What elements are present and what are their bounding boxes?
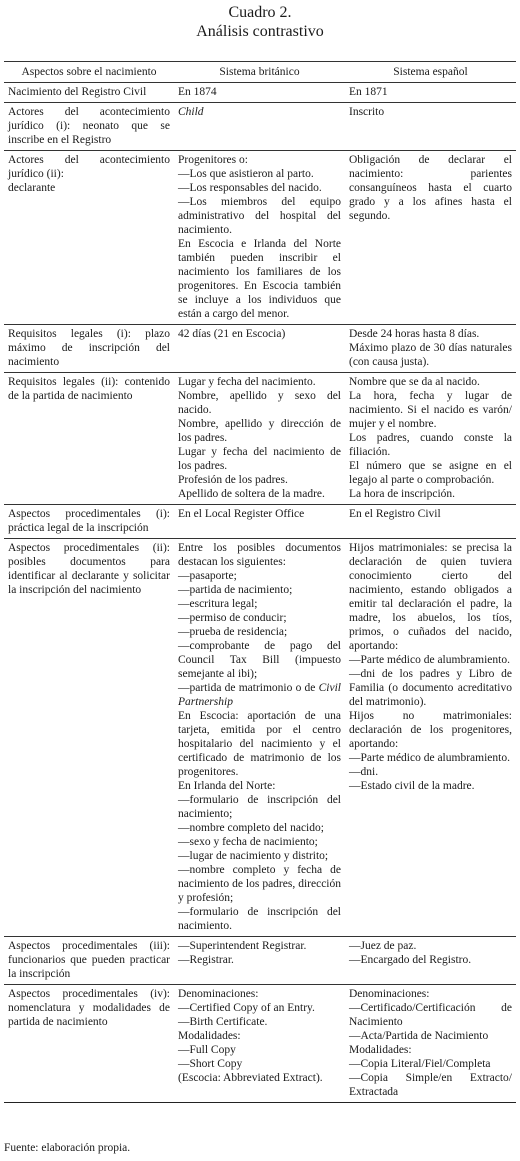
british-cell — [174, 325, 345, 373]
cell-line: La hora de inscripción. — [349, 488, 456, 500]
cell-line: Nombre, apellido y dirección de los padres. — [178, 418, 341, 444]
cell-line: Desde 24 horas hasta 8 días. — [349, 328, 480, 340]
cell-line: —formulario de inscripción del nacimiento; — [178, 794, 341, 820]
cell-line: —Short Copy — [178, 1058, 243, 1070]
cell-line: —lugar de nacimiento y distrito; — [178, 850, 329, 862]
spanish-cell — [345, 151, 516, 325]
aspect-cell — [4, 505, 174, 539]
cell-line: (Escocia: Abbreviated Extract). — [178, 1072, 323, 1084]
cell-line: En Escocia e Irlanda del Norte también pueden inscribir el nacimiento los familiares de los progenitores. En Escocia también se incluye a los individuos que están a cargo del menor. — [178, 238, 341, 320]
cell-line: Modalidades: — [349, 1044, 412, 1056]
table-row — [4, 505, 516, 539]
contrastive-analysis-table — [4, 61, 516, 1103]
cell-line: En el Local Register Office — [178, 508, 305, 520]
cell-line: Requisitos legales (i): plazo máximo de inscripción del nacimiento — [8, 328, 170, 368]
cell-line: —dni de los padres y Libro de Familia (o documento acreditativo del matrimonio). — [349, 668, 512, 708]
aspect-cell — [4, 83, 174, 103]
spanish-cell — [345, 539, 516, 937]
british-cell — [174, 83, 345, 103]
aspect-cell — [4, 325, 174, 373]
cell-line: —Registrar. — [178, 954, 234, 966]
spanish-cell — [345, 373, 516, 505]
cell-line: —partida de nacimiento; — [178, 584, 293, 596]
cell-line: Hijos matrimoniales: se precisa la declaración de quien tuviera conocimiento cierto del nacimiento, estando obligados a emitir tal declaración el padre, la madre, los abuelos, los tíos, primos, o cuñados del nacido, aportando: — [349, 542, 512, 652]
cell-line: —sexo y fecha de nacimiento; — [178, 836, 318, 848]
cell-line: —Los responsables del nacido. — [178, 182, 322, 194]
british-cell — [174, 505, 345, 539]
aspect-cell — [4, 373, 174, 505]
cell-line: —prueba de residencia; — [178, 626, 288, 638]
aspect-cell — [4, 985, 174, 1103]
table-source-note: Fuente: elaboración propia. — [4, 1142, 131, 1154]
cell-line: Progenitores o: — [178, 154, 248, 166]
table-row — [4, 373, 516, 505]
british-cell — [174, 539, 345, 937]
cell-line: —formulario de inscripción del nacimiento. — [178, 906, 341, 932]
cell-line: Modalidades: — [178, 1030, 241, 1042]
cell-line: —Los miembros del equipo administrativo del hospital del nacimiento. — [178, 196, 341, 236]
cell-line: —Parte médico de alumbramiento. — [349, 654, 510, 666]
cell-line: —Superintendent Registrar. — [178, 940, 307, 952]
cell-line: —Estado civil de la madre. — [349, 780, 475, 792]
cell-line: —Full Copy — [178, 1044, 236, 1056]
cell-line: En el Registro Civil — [349, 508, 441, 520]
cell-line: Máximo plazo de 30 días naturales (con causa justa). — [349, 342, 512, 368]
spanish-cell — [345, 83, 516, 103]
table-caption-number: Cuadro 2. — [228, 4, 292, 21]
table-caption-title: Análisis contrastivo — [196, 23, 324, 40]
table-row — [4, 539, 516, 937]
table-row — [4, 103, 516, 151]
spanish-cell — [345, 505, 516, 539]
cell-line: En 1874 — [178, 86, 217, 98]
cell-line: La hora, fecha y lugar de nacimiento. Si el nacido es varón/ mujer y el nombre. — [349, 390, 512, 430]
cell-line: —Copia Simple/en Extracto/ Extractada — [349, 1072, 512, 1098]
cell-line: —Los que asistieron al parto. — [178, 168, 314, 180]
spanish-cell — [345, 937, 516, 985]
cell-line: Actores del acontecimiento jurídico (i): neonato que se inscribe en el Registro — [8, 106, 170, 146]
cell-line: Obligación de declarar el nacimiento: parientes consanguíneos hasta el cuarto grado y a los afines hasta el segundo. — [349, 154, 512, 222]
cell-line: —Parte médico de alumbramiento. — [349, 752, 510, 764]
cell-line: —escritura legal; — [178, 598, 258, 610]
aspect-cell — [4, 937, 174, 985]
spanish-cell — [345, 985, 516, 1103]
spanish-cell — [345, 103, 516, 151]
table-header-row — [4, 62, 516, 83]
cell-line: —nombre completo del nacido; — [178, 822, 324, 834]
cell-line: —pasaporte; — [178, 570, 237, 582]
table-row — [4, 937, 516, 985]
british-cell — [174, 985, 345, 1103]
cell-line: Nombre, apellido y sexo del nacido. — [178, 390, 341, 416]
british-cell — [174, 103, 345, 151]
cell-line: Lugar y fecha del nacimiento de los padres. — [178, 446, 341, 472]
cell-line: —comprobante de pago del Council Tax Bill (impuesto semejante al ibi); — [178, 640, 341, 680]
cell-line: Nacimiento del Registro Civil — [8, 86, 147, 98]
table-row — [4, 985, 516, 1103]
aspect-cell — [4, 103, 174, 151]
spanish-cell — [345, 325, 516, 373]
cell-line: Requisitos legales (ii): contenido de la partida de nacimiento — [8, 376, 170, 402]
cell-line: Entre los posibles documentos destacan los siguientes: — [178, 542, 341, 568]
cell-line: Aspectos procedimentales (iii): funcionarios que pueden practicar la inscripción — [8, 940, 170, 980]
cell-line: Aspectos procedimentales (iv): nomenclatura y modalidades de partida de nacimiento — [8, 988, 170, 1028]
header-aspects: Aspectos sobre el nacimiento — [4, 62, 174, 83]
header-british: Sistema británico — [174, 62, 345, 83]
cell-line: Los padres, cuando conste la filiación. — [349, 432, 512, 458]
cell-text: —partida de matrimonio o de — [178, 682, 319, 694]
cell-line: —dni. — [349, 766, 379, 778]
cell-line: Child — [178, 106, 204, 118]
cell-line: —permiso de conducir; — [178, 612, 287, 624]
cell-line: Profesión de los padres. — [178, 474, 288, 486]
cell-line: Hijos no matrimoniales: declaración de los progenitores, aportando: — [349, 710, 512, 750]
british-cell — [174, 151, 345, 325]
cell-line: En Escocia: aportación de una tarjeta, emitida por el centro hospitalario del nacimiento y el certificado de matrimonio de los progenitores. — [178, 710, 341, 778]
cell-text-italic: Civil Partnership — [178, 682, 341, 708]
cell-line: —nombre completo y fecha de nacimiento de los padres, dirección y profesión; — [178, 864, 341, 904]
cell-line: Lugar y fecha del nacimiento. — [178, 376, 316, 388]
cell-line: —Juez de paz. — [349, 940, 417, 952]
british-cell — [174, 373, 345, 505]
cell-line: Apellido de soltera de la madre. — [178, 488, 325, 500]
aspect-cell — [4, 539, 174, 937]
cell-line: declarante — [8, 182, 56, 194]
cell-line: Aspectos procedimentales (i): práctica legal de la inscripción — [8, 508, 170, 534]
cell-line: —Certified Copy of an Entry. — [178, 1002, 315, 1014]
cell-line: Actores del acontecimiento jurídico (ii): — [8, 154, 170, 180]
cell-line: En 1871 — [349, 86, 388, 98]
cell-line: —Copia Literal/Fiel/Completa — [349, 1058, 491, 1070]
table-row — [4, 325, 516, 373]
cell-line: El número que se asigne en el legajo al parte o comprobación. — [349, 460, 512, 486]
british-cell — [174, 937, 345, 985]
cell-line: —Encargado del Registro. — [349, 954, 472, 966]
table-row — [4, 151, 516, 325]
header-spanish: Sistema español — [345, 62, 516, 83]
cell-line: 42 días (21 en Escocia) — [178, 328, 286, 340]
table-row — [4, 83, 516, 103]
cell-line: En Irlanda del Norte: — [178, 780, 276, 792]
cell-line: —Acta/Partida de Nacimiento — [349, 1030, 489, 1042]
cell-line: Aspectos procedimentales (ii): posibles documentos para identificar al declarante y solicitar la inscripción del nacimiento — [8, 542, 170, 596]
cell-line: —Birth Certificate. — [178, 1016, 268, 1028]
aspect-cell — [4, 151, 174, 325]
cell-line: Denominaciones: — [349, 988, 430, 1000]
cell-line: Denominaciones: — [178, 988, 259, 1000]
cell-line: Nombre que se da al nacido. — [349, 376, 480, 388]
cell-line: Inscrito — [349, 106, 385, 118]
cell-line: —Certificado/Certificación de Nacimiento — [349, 1002, 512, 1028]
cell-line — [178, 681, 341, 709]
